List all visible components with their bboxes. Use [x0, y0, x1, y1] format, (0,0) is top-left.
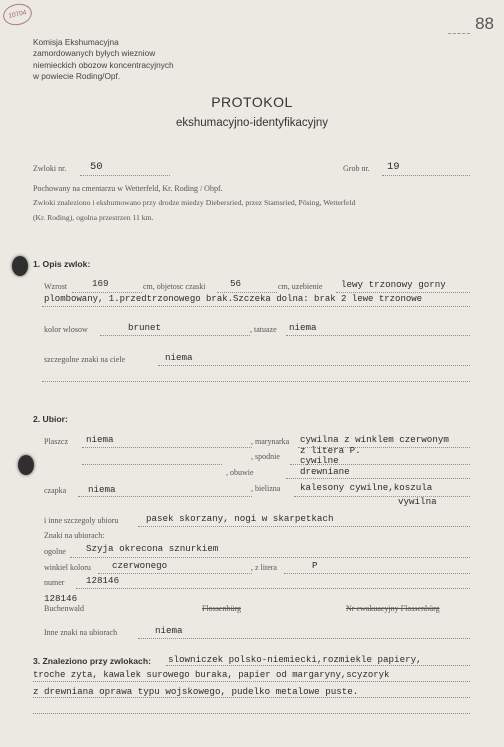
- organization-header: [33, 37, 174, 82]
- found-text-1: Zwloki znaleziono i ekshumowano przy drodze miedzy Diebersried, przez Stamsried, Pösing, Wetterfeld: [33, 198, 356, 207]
- general-marks-value: Szyja okrecona sznurkiem: [86, 543, 219, 554]
- flossenburg-label: Flossenbürg: [202, 604, 241, 613]
- underwear-value: kalesony cywilne,koszula: [300, 482, 433, 493]
- page-number: 88: [475, 14, 494, 33]
- winkel-label: winkiel koloru: [44, 563, 91, 572]
- zwloki-label: Zwloki nr.: [33, 164, 67, 173]
- winkel-value: czerwonego: [112, 560, 168, 571]
- cap-label: czapka: [44, 486, 67, 495]
- found-items-3: z drewniana oprawa typu wojskowego, pudelko metalowe puste.: [33, 686, 359, 697]
- number-label: numer: [44, 578, 65, 587]
- punch-hole-bottom: [18, 455, 34, 475]
- teeth-value-2: plombowany, 1.przedtrzonowego brak.Szczeka dolna: brak 2 lewe trzonowe: [44, 294, 423, 304]
- clothing-marks-label: Znaki na ubiorach:: [44, 531, 105, 540]
- organization-line: zamordowanych byłych wiezniow: [33, 48, 156, 59]
- teeth-label: cm, uzebienie: [278, 282, 323, 291]
- other-marks-label: Inne znaki na ubiorach: [44, 628, 118, 637]
- jacket-label: , marynarka: [251, 437, 290, 446]
- section-1-heading: 1. Opis zwlok:: [33, 259, 91, 269]
- evacuation-label: Nr ewakuacyjny Flossenbürg: [346, 604, 440, 613]
- punch-hole-top: [12, 256, 28, 276]
- letter-label: , z litera: [251, 563, 277, 572]
- general-marks-label: ogolne: [44, 547, 66, 556]
- organization-line: w powiecie Roding/Opf.: [33, 70, 121, 81]
- underwear-label: , bielizna: [251, 484, 281, 493]
- marks-label: szczegolne znaki na ciele: [44, 355, 126, 364]
- grob-label: Grob nr.: [343, 164, 370, 173]
- buchenwald-number: 128146: [44, 593, 78, 604]
- trousers-label: , spodnie: [251, 452, 280, 461]
- found-text-2: (Kr. Roding), ogolna przestrzen 11 km.: [33, 213, 154, 222]
- section-3-heading: 3. Znaleziono przy zwlokach:: [33, 656, 151, 666]
- coat-value: niema: [86, 434, 114, 445]
- document-title: PROTOKOL: [211, 94, 293, 110]
- other-clothing-label: i inne szczegoly ubioru: [44, 516, 119, 525]
- marks-value: niema: [165, 352, 193, 363]
- grob-value: 19: [387, 161, 400, 173]
- teeth-value-1: lewy trzonowy gorny: [341, 279, 446, 290]
- skull-label: cm, objetosc czaski: [143, 282, 206, 291]
- coat-label: Plaszcz: [44, 437, 68, 446]
- document-subtitle: ekshumacyjno-identyfikacyjny: [175, 117, 329, 129]
- archive-stamp: 10704: [1, 1, 34, 28]
- trousers-value: cywilne: [300, 455, 339, 466]
- underwear-value-2: vywilna: [398, 496, 437, 507]
- height-value: 169: [92, 278, 109, 289]
- found-items-1: slowniczek polsko-niemiecki,rozmiekle papiery,: [168, 654, 422, 665]
- number-value: 128146: [86, 575, 120, 586]
- shoes-value: drewniane: [300, 466, 350, 477]
- hair-value: brunet: [128, 322, 162, 333]
- organization-line: niemieckich obozow koncentracyjnych: [33, 59, 174, 70]
- found-items-2: troche zyta, kawalek surowego buraka, papier od margaryny,scyzoryk: [33, 670, 390, 680]
- burial-place: Pochowany na cmentarzu w Wetterfeld, Kr. Roding / Obpf.: [33, 184, 223, 193]
- zwloki-value: 50: [90, 161, 103, 173]
- organization-line: Komisja Ekshumacyjna: [33, 37, 119, 47]
- height-label: Wzrost: [44, 282, 68, 291]
- hair-label: kolor wlosow: [44, 325, 88, 334]
- skull-value: 56: [230, 278, 242, 289]
- letter-value: P: [312, 560, 318, 571]
- buchenwald-label: Buchenwald: [44, 604, 84, 613]
- shoes-label: , obuwie: [226, 468, 254, 477]
- tattoo-label: , tatuaze: [250, 325, 277, 334]
- tattoo-value: niema: [289, 322, 317, 333]
- margin-dash: [448, 33, 470, 34]
- section-2-heading: 2. Ubior:: [33, 414, 68, 424]
- jacket-value-2: z litera P.: [300, 445, 361, 456]
- jacket-value: cywilna z winklem czerwonym: [300, 434, 449, 445]
- cap-value: niema: [88, 484, 116, 495]
- other-marks-value: niema: [155, 625, 183, 636]
- other-clothing-value: pasek skorzany, nogi w skarpetkach: [146, 513, 334, 524]
